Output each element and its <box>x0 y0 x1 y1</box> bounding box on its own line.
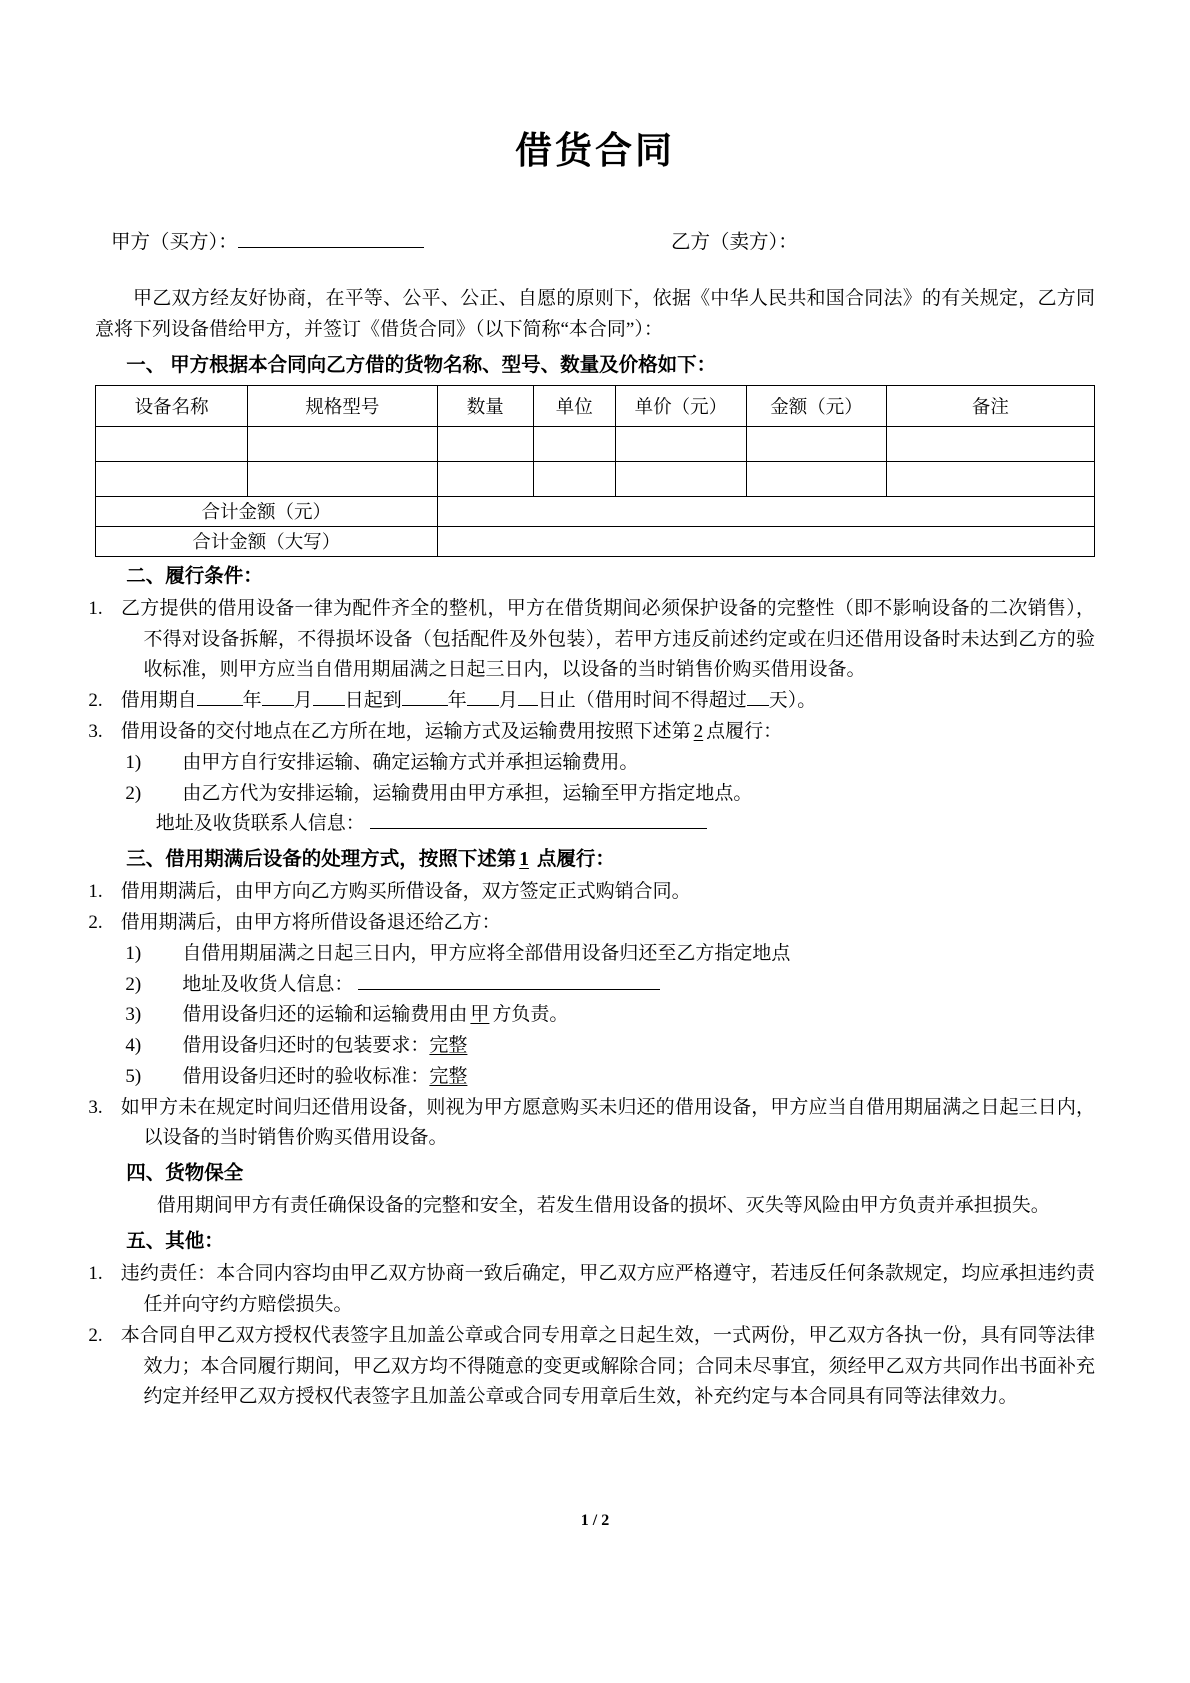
party-a-label: 甲方（买方）： <box>111 232 238 253</box>
acceptance-standard-value[interactable]: 完整 <box>429 1065 468 1087</box>
section-3-option-value[interactable]: 1 <box>519 849 529 871</box>
table-row <box>96 461 1095 496</box>
cell-amount[interactable] <box>747 461 887 496</box>
section-3-sub-1 <box>95 939 1095 970</box>
item-text-post: 点履行： <box>706 720 783 742</box>
total-amount-label: 合计金额（元） <box>96 496 438 526</box>
party-b-field <box>671 226 798 254</box>
item-text-p2: 年 <box>242 690 262 712</box>
sub-item-text-post: 方负责。 <box>492 1004 569 1026</box>
section-2-item-3-sub-1 <box>95 748 1095 779</box>
col-header-amount: 金额（元） <box>747 385 887 426</box>
cell-name[interactable] <box>96 426 248 461</box>
cell-name[interactable] <box>96 461 248 496</box>
item-text-p5: 年 <box>447 690 467 712</box>
section-4-heading: 四、货物保全 <box>126 1163 244 1185</box>
page-title: 借货合同 <box>515 131 675 172</box>
cell-unit[interactable] <box>533 461 615 496</box>
table-header-row <box>96 385 1095 426</box>
sub-item-text: 地址及收货人信息： <box>182 973 354 995</box>
sub-item-text-pre: 借用设备归还时的验收标准： <box>182 1065 430 1087</box>
section-3-item-3: 3. 如甲方未在规定时间归还借用设备，则视为甲方愿意购买未归还的借用设备，甲方应当自借用期届满之日起三日内，以设备的当时销售价购买借用设备。 <box>88 1096 1095 1149</box>
transport-option-value[interactable]: 2 <box>693 720 704 742</box>
return-transport-party-value[interactable]: 甲 <box>470 1004 490 1026</box>
section-2-heading: 二、履行条件： <box>126 565 263 587</box>
section-5-item-1: 1. 违约责任：本合同内容均由甲乙双方协商一致后确定，甲乙双方应严格遵守，若违反任何条款规定，均应承担违约责任并向守约方赔偿损失。 <box>88 1263 1095 1316</box>
sub-item-text: 由乙方代为安排运输，运输费用由甲方承担，运输至甲方指定地点。 <box>182 782 753 804</box>
section-3-heading-post: 点履行： <box>536 849 615 871</box>
packaging-requirement-value[interactable]: 完整 <box>429 1035 468 1057</box>
item-text-p8: 天）。 <box>768 690 817 712</box>
sub-item-text-pre: 借用设备归还时的包装要求： <box>182 1035 430 1057</box>
section-3-sub-3 <box>95 1000 1095 1031</box>
cell-quantity[interactable] <box>437 426 533 461</box>
end-year-blank[interactable] <box>402 705 448 706</box>
col-header-unit: 单位 <box>533 385 615 426</box>
section-2-item-1: 1. 乙方提供的借用设备一律为配件齐全的整机，甲方在借货期间必须保护设备的完整性（即不影响设备的二次销售），不得对设备拆解，不得损坏设备（包括配件及外包装），若甲方违反前述约定或在归还借用设备时未达到乙方的验收标准，则甲方应当自借用期届满之日起三日内，以设备的当时销售价购买借用设备。 <box>88 597 1095 681</box>
item-text: 借用期满后，由甲方将所借设备退还给乙方： <box>120 911 501 933</box>
cell-remark[interactable] <box>886 426 1094 461</box>
cell-remark[interactable] <box>886 461 1094 496</box>
end-month-blank[interactable] <box>467 705 499 706</box>
section-2-item-3: 3. 借用设备的交付地点在乙方所在地，运输方式及运输费用按照下述第 2 点履行： <box>88 720 783 742</box>
preamble-paragraph: 甲乙双方经友好协商，在平等、公平、公正、自愿的原则下，依据《中华人民共和国合同法》的有关规定，乙方同意将下列设备借给甲方，并签订《借货合同》（以下简称“本合同”）： <box>95 288 1095 340</box>
party-b-label: 乙方（卖方）： <box>671 232 798 253</box>
col-header-unit-price: 单价（元） <box>615 385 746 426</box>
address-blank[interactable] <box>370 828 707 829</box>
cell-unit[interactable] <box>533 426 615 461</box>
sub-item-label: 1) <box>125 751 142 773</box>
sub-item-label: 5) <box>125 1065 142 1087</box>
section-3-sub-2 <box>95 970 1095 1001</box>
parties-row <box>95 226 1095 254</box>
cell-model[interactable] <box>248 426 437 461</box>
section-3-item-2: 2. 借用期满后，由甲方将所借设备退还给乙方： <box>88 911 501 933</box>
section-3-heading <box>95 844 1095 875</box>
cell-amount[interactable] <box>747 426 887 461</box>
sub-item-text-pre: 借用设备归还的运输和运输费用由 <box>182 1004 468 1026</box>
item-text-p6: 月 <box>498 690 518 712</box>
sub-item-text: 由甲方自行安排运输、确定运输方式并承担运输费用。 <box>182 751 639 773</box>
sub-item-label: 1) <box>125 942 142 964</box>
col-header-model: 规格型号 <box>248 385 437 426</box>
section-2-address-line <box>95 809 1095 840</box>
total-capital-value[interactable] <box>437 526 1094 556</box>
col-header-remark: 备注 <box>886 385 1094 426</box>
section-3-sub-4 <box>95 1031 1095 1062</box>
table-row <box>96 426 1095 461</box>
sub-item-label: 2) <box>125 973 142 995</box>
section-3-heading-pre: 三、借用期满后设备的处理方式，按照下述第 <box>126 849 517 871</box>
col-header-name: 设备名称 <box>96 385 248 426</box>
item-text: 本合同自甲乙双方授权代表签字且加盖公章或合同专用章之日起生效，一式两份，甲乙双方各执一份，具有同等法律效力；本合同履行期间，甲乙双方均不得随意的变更或解除合同；合同未尽事宜，须经甲乙双方共同作出书面补充约定并经甲乙双方授权代表签字且加盖公章或合同专用章后生效，补充约定与本合同具有同等法律效力。 <box>120 1324 1095 1408</box>
item-text: 借用期满后，由甲方向乙方购买所借设备，双方签定正式购销合同。 <box>120 881 691 903</box>
start-day-blank[interactable] <box>313 705 345 706</box>
start-month-blank[interactable] <box>262 705 294 706</box>
cell-quantity[interactable] <box>437 461 533 496</box>
item-text-pre: 借用设备的交付地点在乙方所在地，运输方式及运输费用按照下述第 <box>120 720 691 742</box>
col-header-quantity: 数量 <box>437 385 533 426</box>
total-amount-value[interactable] <box>437 496 1094 526</box>
section-2-item-2: 2. 借用期自 年 月 日起到 年 月 日止（借用时间不得超过 天）。 <box>88 690 817 712</box>
item-text-p1: 借用期自 <box>120 690 197 712</box>
cell-model[interactable] <box>248 461 437 496</box>
sub-item-label: 3) <box>125 1004 142 1026</box>
sub-item-label: 4) <box>125 1035 142 1057</box>
sub-item-label: 2) <box>125 782 142 804</box>
total-capital-label: 合计金额（大写） <box>96 526 438 556</box>
section-3-sub-5 <box>95 1062 1095 1093</box>
page-indicator: 1 / 2 <box>580 1512 610 1529</box>
section-5-heading: 五、其他： <box>126 1231 224 1253</box>
total-capital-row <box>96 526 1095 556</box>
item-text-p3: 月 <box>293 690 313 712</box>
cell-unit-price[interactable] <box>615 461 746 496</box>
item-text: 违约责任：本合同内容均由甲乙双方协商一致后确定，甲乙双方应严格遵守，若违反任何条款规定，均应承担违约责任并向守约方赔偿损失。 <box>120 1263 1095 1316</box>
party-a-blank[interactable] <box>238 247 424 248</box>
page-footer <box>0 1512 1190 1530</box>
section-2-item-3-sub-2 <box>95 779 1095 810</box>
end-day-blank[interactable] <box>518 705 538 706</box>
item-text-p7: 日止（借用时间不得超过 <box>537 690 747 712</box>
section-4-body: 借用期间甲方有责任确保设备的完整和安全，若发生借用设备的损坏、灭失等风险由甲方负责并承担损失。 <box>156 1195 1050 1217</box>
party-a-field <box>111 226 671 254</box>
item-text-p4: 日起到 <box>344 690 402 712</box>
return-address-blank[interactable] <box>358 989 660 990</box>
section-5-item-2: 2. 本合同自甲乙双方授权代表签字且加盖公章或合同专用章之日起生效，一式两份，甲乙双方各执一份，具有同等法律效力；本合同履行期间，甲乙双方均不得随意的变更或解除合同；合同未尽事宜，须经甲乙双方共同作出书面补充约定并经甲乙双方授权代表签字且加盖公章或合同专用章后生效，补充约定与本合同具有同等法律效力。 <box>88 1324 1095 1408</box>
total-amount-row <box>96 496 1095 526</box>
section-1-heading: 一、 甲方根据本合同向乙方借的货物名称、型号、数量及价格如下： <box>126 354 717 376</box>
section-3-item-1: 1. 借用期满后，由甲方向乙方购买所借设备，双方签定正式购销合同。 <box>88 881 691 903</box>
item-text: 如甲方未在规定时间归还借用设备，则视为甲方愿意购买未归还的借用设备，甲方应当自借用期届满之日起三日内，以设备的当时销售价购买借用设备。 <box>120 1096 1095 1149</box>
cell-unit-price[interactable] <box>615 426 746 461</box>
start-year-blank[interactable] <box>197 705 243 706</box>
item-text: 乙方提供的借用设备一律为配件齐全的整机，甲方在借货期间必须保护设备的完整性（即不影响设备的二次销售），不得对设备拆解，不得损坏设备（包括配件及外包装），若甲方违反前述约定或在归还借用设备时未达到乙方的验收标准，则甲方应当自借用期届满之日起三日内，以设备的当时销售价购买借用设备。 <box>120 597 1095 681</box>
sub-item-text: 自借用期届满之日起三日内，甲方应将全部借用设备归还至乙方指定地点 <box>182 942 791 964</box>
max-days-blank[interactable] <box>747 705 769 706</box>
address-label: 地址及收货联系人信息： <box>155 813 365 835</box>
goods-table <box>95 385 1095 557</box>
